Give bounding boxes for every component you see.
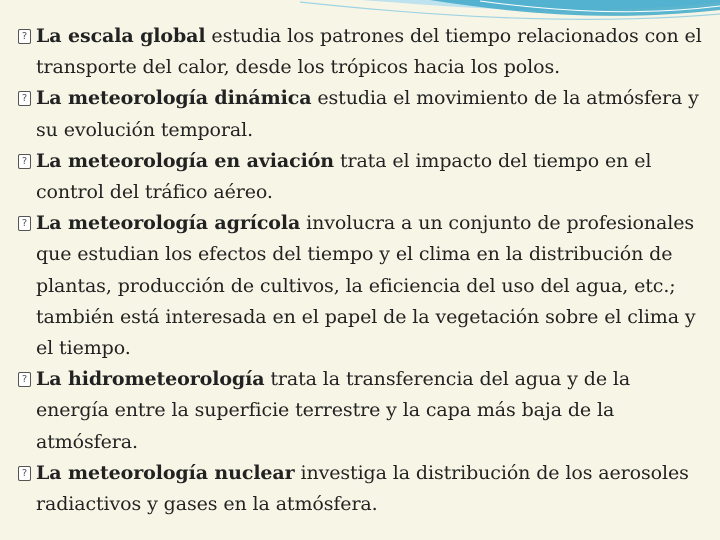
missing-glyph-icon: [18, 372, 31, 387]
missing-glyph-icon: [18, 466, 31, 481]
missing-glyph-icon: [18, 91, 31, 106]
bullet-term: La escala global: [36, 25, 206, 47]
bullet-meteorologia-agricola: [18, 208, 708, 364]
bullet-meteorologia-dinamica: [18, 83, 708, 145]
bullet-term: La meteorología dinámica: [36, 87, 312, 110]
bullet-term: La hidrometeorología: [36, 368, 265, 391]
bullet-text: trata la transferencia del agua y de la energía entre la superficie terrestre y la capa más baja de la atmósfera.: [36, 368, 631, 453]
missing-glyph-icon: [18, 154, 31, 169]
wave-swoosh-dark: [430, 0, 720, 16]
bullet-escala-global: [18, 21, 708, 83]
missing-glyph-icon: [18, 216, 31, 231]
bullet-term: La meteorología en aviación: [36, 149, 334, 172]
bullet-meteorologia-aviacion: [18, 146, 708, 208]
missing-glyph-icon: [18, 29, 31, 44]
bullet-text: estudia el movimiento de la atmósfera y su evolución temporal.: [36, 87, 699, 141]
bullet-meteorologia-nuclear: [18, 458, 708, 520]
bullet-term: La meteorología nuclear: [36, 461, 295, 484]
bullet-list: [18, 21, 708, 520]
bullet-term: La meteorología agrícola: [36, 212, 301, 235]
bullet-text: trata el impacto del tiempo en el control del tráfico aéreo.: [36, 149, 652, 204]
bullet-hidrometeorologia: [18, 364, 708, 458]
bullet-text: estudia los patrones del tiempo relacionados con el transporte del calor, desde los trópicos hacia los polos.: [36, 25, 702, 79]
bullet-text: investiga la distribución de los aerosoles radiactivos y gases en la atmósfera.: [36, 461, 689, 516]
bullet-text: involucra a un conjunto de profesionales que estudian los efectos del tiempo y el clima en la distribución de plantas, producción de cultivos, la eficiencia del uso del agua, etc.; también está interesada en el papel de la vegetación sobre el clima y el tiempo.: [36, 212, 696, 360]
